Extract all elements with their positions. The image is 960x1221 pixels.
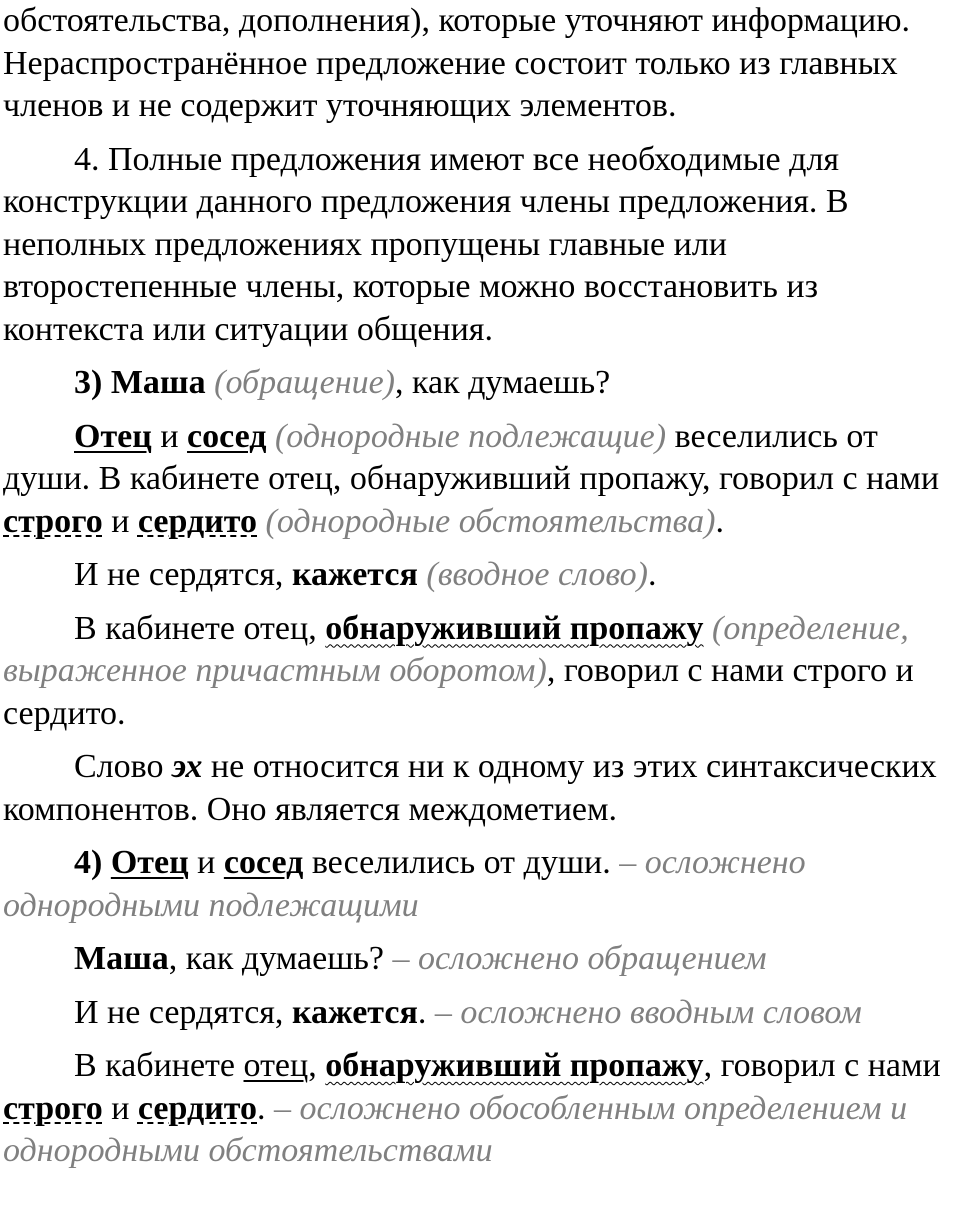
- address-word-2: Маша: [74, 940, 169, 977]
- answer-4-line-1-mid: веселились от души.: [303, 844, 611, 881]
- interjection-paragraph: [3, 746, 960, 831]
- period: .: [257, 1089, 266, 1127]
- conjunction-and-2: и: [102, 502, 138, 540]
- introductory-end: .: [648, 556, 657, 593]
- answer-3-rest: , как думаешь?: [394, 364, 611, 401]
- answer-4-line-3: [3, 992, 960, 1035]
- address-note: (обращение): [214, 364, 395, 401]
- homogeneous-mid-text: веселились от души. В кабинете отец, обнаруживший пропажу, говорил с нами: [3, 417, 940, 497]
- conjunction-and-3: и: [188, 844, 224, 881]
- answer-4-line-1-note: – осложнено однородными подлежащими: [3, 844, 806, 924]
- paragraph-1: [3, 0, 960, 128]
- answer-3-number: 3): [74, 364, 103, 401]
- subject-otec-3: отец: [243, 1047, 309, 1084]
- participial-end: , говорил с нами строго и сердито.: [3, 652, 914, 732]
- comma: ,: [308, 1047, 326, 1084]
- adverbial-serdito-2: сердито: [137, 1089, 258, 1127]
- homogeneous-end: .: [715, 502, 724, 540]
- answer-4-line-3-note: – осложнено вводным словом: [426, 993, 862, 1031]
- subject-sosed-2: сосед: [223, 844, 304, 881]
- introductory-paragraph: [3, 554, 960, 597]
- interjection-word: эх: [171, 748, 203, 785]
- participial-start: В кабинете отец,: [74, 609, 326, 647]
- interjection-end: не относится ни к одному из этих синтаксических компонентов. Оно является междометием.: [3, 748, 937, 828]
- conjunction-and-4: и: [102, 1089, 138, 1127]
- participial-note: (определение, выраженное причастным оборотом): [3, 609, 909, 689]
- answer-4-line-2-note: – осложнено обращением: [384, 940, 767, 977]
- answer-4-line-4-note: – осложнено обособленным определением и однородными обстоятельствами: [3, 1089, 908, 1169]
- adverbial-strogo: строго: [3, 502, 103, 540]
- answer-4-line-3-mid: .: [417, 993, 427, 1031]
- introductory-word-2: кажется: [291, 993, 418, 1031]
- answer-4-line-4-mid: , говорил с нами: [703, 1047, 941, 1084]
- subject-otec-2: Отец: [110, 844, 189, 881]
- homogeneous-subjects-note: (однородные подлежащие): [274, 417, 667, 455]
- answer-4-line-4-start: В кабинете: [74, 1047, 244, 1084]
- subject-sosed: сосед: [187, 417, 267, 455]
- participial-phrase: обнаруживший пропажу: [325, 609, 704, 647]
- answer-3-heading: [3, 362, 960, 405]
- introductory-word: кажется: [291, 556, 418, 593]
- introductory-start: И не сердятся,: [74, 556, 292, 593]
- participial-paragraph: [3, 608, 960, 736]
- paragraph-1-text: обстоятельства, дополнения), которые уточняют информацию. Нераспространённое предложение состоит только из главных членов и не содержит уточняющих элементов.: [3, 2, 911, 124]
- adverbial-strogo-2: строго: [3, 1089, 103, 1127]
- adverbial-serdito: сердито: [137, 502, 258, 540]
- address-word: Маша: [110, 364, 206, 401]
- conjunction-and: и: [151, 417, 188, 455]
- answer-4-line-2: [3, 938, 960, 981]
- answer-4-line-3-start: И не сердятся,: [74, 993, 292, 1031]
- paragraph-2-text: 4. Полные предложения имеют все необходимые для конструкции данного предложения члены предложения. В неполных предложениях пропущены главные или второстепенные члены, которые можно восстановить из контекста или ситуации общения.: [3, 140, 849, 348]
- interjection-start: Слово: [74, 748, 172, 785]
- paragraph-2: [3, 139, 960, 352]
- answer-4-number: 4): [74, 844, 103, 881]
- homogeneous-adverbials-note: (однородные обстоятельства): [265, 502, 716, 540]
- answer-4-line-2-mid: , как думаешь?: [168, 940, 385, 977]
- answer-4-line-1: [3, 842, 960, 927]
- subject-otec: Отец: [74, 417, 152, 455]
- answer-4-line-4: [3, 1045, 960, 1173]
- homogeneous-paragraph: [3, 416, 960, 544]
- introductory-note: (вводное слово): [426, 556, 648, 593]
- participial-phrase-2: обнаруживший пропажу: [325, 1047, 704, 1084]
